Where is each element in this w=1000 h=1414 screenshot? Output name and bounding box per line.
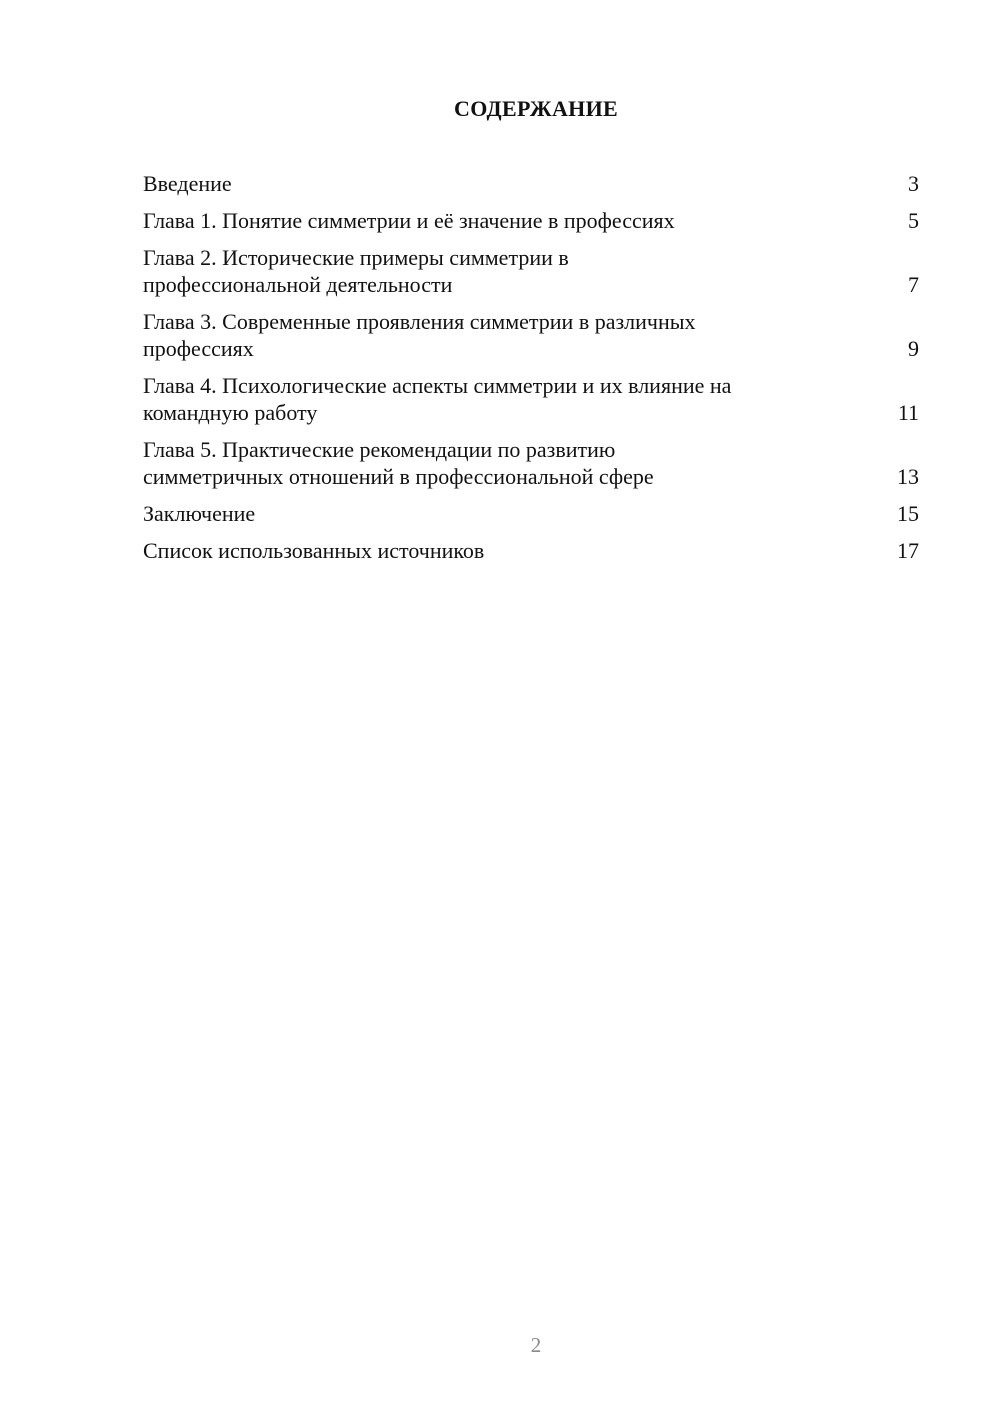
toc-entry-label: Глава 3. Современные проявления симметрии в различных профессиях [143, 309, 696, 361]
toc-entry-chapter-2 [143, 244, 919, 298]
toc-title: СОДЕРЖАНИЕ [454, 96, 618, 121]
toc-entry-conclusion [143, 500, 919, 527]
toc-entry-chapter-4 [143, 372, 919, 426]
toc-entry-chapter-3 [143, 308, 919, 362]
toc-entry-chapter-1 [143, 207, 919, 234]
toc-entry-page: 3 [908, 171, 919, 196]
toc-entry-page: 9 [908, 336, 919, 361]
toc-entry-page: 15 [897, 501, 919, 526]
toc-entry-page: 7 [908, 272, 919, 297]
page-number: 2 [530, 1333, 542, 1357]
toc-entry-page: 5 [908, 208, 919, 233]
toc-entry-page: 17 [897, 538, 919, 563]
toc-entry-introduction [143, 170, 919, 197]
toc-entry-label: Заключение [143, 501, 256, 526]
toc-entry-label: Глава 1. Понятие симметрии и её значение в профессиях [143, 208, 675, 233]
toc-entry-references [143, 537, 919, 564]
table-of-contents [143, 170, 919, 574]
toc-entry-label: Введение [143, 171, 232, 196]
toc-entry-label: Глава 4. Психологические аспекты симметрии и их влияние на командную работу [143, 373, 732, 425]
toc-entry-label: Список использованных источников [143, 538, 485, 563]
toc-entry-chapter-5 [143, 436, 919, 490]
toc-entry-label: Глава 2. Исторические примеры симметрии в профессиональной деятельности [143, 245, 569, 297]
toc-entry-page: 11 [897, 400, 919, 425]
toc-entry-label: Глава 5. Практические рекомендации по развитию симметричных отношений в профессиональной сфере [143, 437, 654, 489]
toc-entry-page: 13 [897, 464, 919, 489]
